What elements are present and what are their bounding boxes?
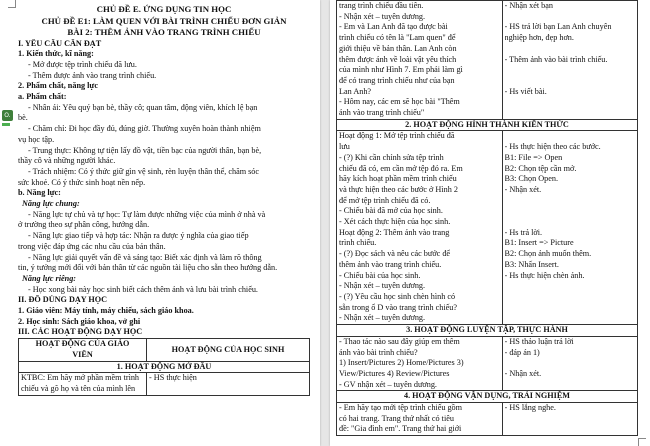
text-line: trình chiếu.: [339, 238, 377, 248]
section-row: 1. HOẠT ĐỘNG MỞ ĐẦU: [19, 361, 310, 373]
table-header-row: [19, 339, 310, 361]
student-cell: [502, 1, 637, 120]
text-line: - Thêm ảnh vào bài trình chiếu.: [504, 54, 608, 64]
section-row: [337, 391, 638, 403]
text-line: [505, 313, 635, 324]
text-line: - Hs viết bài.: [504, 86, 547, 96]
crop-mark: [8, 0, 16, 8]
addin-indicator: [2, 123, 10, 126]
text-line: Hoạt động 2: Thêm ảnh vào trang: [339, 227, 450, 237]
teacher-cell: [337, 403, 503, 436]
text-line: 1. Kiến thức, kĩ năng:: [18, 49, 94, 59]
text-line: sức khoẻ. Có ý thức sinh hoạt nền nếp.: [18, 177, 146, 187]
text-line: 1) Insert/Pictures 2) Home/Pictures 3): [339, 358, 464, 368]
text-line: thầy cô và những người khác.: [18, 156, 116, 166]
text-line: có hai trang. Trang thứ nhất có tiêu: [339, 413, 454, 423]
text-line: - (?) Đọc sách và nêu các bước để: [339, 249, 451, 259]
text-line: thêm được ảnh về loài vật yêu thích: [339, 54, 457, 64]
teacher-cell: KTBC: Em hãy mở phần mềm trình chiếu và gõ họ và tên của mình lên: [19, 373, 147, 395]
text-line: - Trách nhiệm: Có ý thức giữ gìn vệ sinh, rèn luyện thân thể, chăm sóc: [28, 166, 260, 176]
text-line: - Năng lực giao tiếp và hợp tác: Nhận ra được ý nghĩa của giao tiếp: [28, 231, 249, 241]
student-cell: [502, 403, 637, 436]
text-line: - (?) Yêu cầu học sinh chèn hình có: [339, 291, 456, 301]
text-line: [505, 76, 635, 87]
text-line: để mở tệp trình chiếu đã có.: [339, 195, 431, 205]
text-line: - Mở được tệp trình chiếu đã lưu.: [28, 59, 137, 69]
text-line: - HS thảo luận trả lời: [504, 336, 574, 346]
text-line: nghiệp hơn, đẹp hơn.: [504, 33, 574, 43]
text-line: - Hs trả lời.: [504, 227, 543, 237]
right-page: [330, 0, 650, 446]
section-row: [337, 325, 638, 337]
text-line: tin, ý tưởng mới đối với bản thân từ các nguồn tài liệu cho sẵn theo hướng dẫn.: [18, 263, 278, 273]
table-row: [19, 373, 310, 395]
topic-title: CHỦ ĐỀ E. ỨNG DỤNG TIN HỌC: [96, 4, 232, 14]
left-page-content: [18, 0, 310, 396]
text-line: - Xét cách thực hiện của học sinh.: [339, 217, 451, 227]
text-line: ở trường theo sự phân công, hướng dẫn.: [18, 220, 150, 230]
teacher-cell: [337, 336, 503, 391]
left-page: [0, 0, 320, 446]
activity-table: [18, 338, 310, 396]
text-line: - GV nhận xét – tuyên dương.: [339, 379, 437, 389]
text-line: [505, 65, 635, 76]
text-line: Năng lực chung:: [22, 199, 80, 209]
student-cell: [502, 336, 637, 391]
text-line: [505, 281, 635, 292]
text-line: chiếu đã có, em cần mở tệp đó ra. Em: [339, 163, 463, 173]
text-line: - Trung thực: Không tự tiện lấy đồ vật, tiền bạc của người thân, bạn bè,: [28, 145, 262, 155]
text-line: và thực hiện theo các bước ở Hình 2: [339, 184, 458, 194]
header-teacher: HOẠT ĐỘNG CỦA GIÁO VIÊN: [19, 339, 147, 361]
text-line: [505, 424, 635, 435]
teacher-cell: [337, 1, 503, 120]
text-line: - Nhận xét – tuyên dương.: [339, 11, 426, 21]
text-line: 1. Giáo viên: Máy tính, máy chiếu, sách giáo khoa.: [18, 306, 194, 316]
text-line: thêm ảnh vào trang trình chiếu.: [339, 259, 442, 269]
text-line: của mình như Hình 7. Em phải làm gì: [339, 65, 463, 75]
text-line: Năng lực riêng:: [22, 273, 77, 283]
text-line: - (?) Khi cần chỉnh sửa tệp trình: [339, 152, 444, 162]
text-line: [505, 292, 635, 303]
text-line: [505, 196, 635, 207]
text-line: B1: Insert => Picture: [504, 238, 574, 248]
text-line: - Thêm được ảnh vào trang trình chiếu.: [28, 70, 157, 80]
text-line: - Năng lực giải quyết vấn đề và sáng tạo: Biết xác định và làm rõ thông: [28, 252, 262, 262]
text-line: a. Phẩm chất:: [18, 92, 67, 102]
text-line: II. ĐỒ DÙNG DẠY HỌC: [18, 295, 108, 305]
lesson-body: [18, 39, 310, 339]
text-line: [505, 108, 635, 119]
teacher-cell: [337, 131, 503, 325]
text-line: - Học xong bài này học sinh biết cách thêm ảnh và lưu bài trình chiếu.: [28, 284, 258, 294]
table-row: [337, 1, 638, 120]
text-line: - Hs thực hiện theo các bước.: [504, 142, 601, 152]
text-line: [505, 303, 635, 314]
text-line: bè.: [18, 113, 28, 123]
text-line: đề: "Gia đình em". Trang thứ hai giới: [339, 424, 462, 434]
table-row: [337, 131, 638, 325]
text-line: b. Năng lực:: [18, 188, 61, 198]
text-line: - Chiếu bài của học sinh.: [339, 270, 421, 280]
text-line: [505, 206, 635, 217]
text-line: [505, 97, 635, 108]
table-row: [337, 336, 638, 391]
right-page-content: [336, 0, 638, 436]
text-line: trình chiếu có tên là "Lam quen" để: [339, 33, 456, 43]
section-row: [337, 119, 638, 131]
text-line: 2. Phẩm chất, năng lực: [18, 81, 98, 91]
section-title: 3. HOẠT ĐỘNG LUYỆN TẬP, THỰC HÀNH: [406, 325, 568, 335]
text-line: - Chăm chỉ: Đi học đầy đủ, đúng giờ. Thường xuyên hoàn thành nhiệm: [28, 124, 261, 134]
text-line: - Nhận xét.: [504, 368, 542, 378]
text-line: - Em và Lan Anh đã tạo được bài: [339, 22, 448, 32]
student-cell: - HS thực hiện: [147, 373, 310, 395]
text-line: - Hs thực hiện chèn ảnh.: [504, 270, 585, 280]
text-line: sẵn trong ổ D vào trang trình chiếu?: [339, 302, 458, 312]
text-line: - HS trả lời bạn Lan Anh chuyên: [504, 22, 612, 32]
subtopic-title: CHỦ ĐỀ E1: LÀM QUEN VỚI BÀI TRÌNH CHIẾU ĐƠN GIẢN: [41, 15, 287, 26]
text-line: - đáp án 1): [504, 347, 540, 357]
text-line: - Nhận xét – tuyên dương.: [339, 313, 426, 323]
text-line: Hoạt động 1: Mở tệp trình chiếu đã: [339, 131, 455, 141]
text-line: lưu: [339, 142, 350, 152]
table-row: [337, 403, 638, 436]
text-line: ảnh vào bài trình chiếu?: [339, 347, 418, 357]
text-line: giới thiệu về bản thân. Lan Anh còn: [339, 43, 457, 53]
activity-table-continued: [336, 0, 638, 436]
text-line: [505, 380, 635, 391]
text-line: - Nhân ái: Yêu quý bạn bè, thầy cô; quan tâm, động viên, khích lệ bạn: [28, 102, 258, 112]
text-line: B2: Chọn tệp cần mở.: [504, 163, 577, 173]
text-line: vụ học tập.: [18, 134, 55, 144]
text-line: - Em hãy tạo mới tệp trình chiếu gồm: [339, 403, 463, 413]
crop-mark: [638, 438, 646, 446]
student-cell: [502, 131, 637, 325]
text-line: - Năng lực tự chủ và tự học: Tự làm được những việc của mình ở nhà và: [28, 209, 266, 219]
text-line: [505, 131, 635, 142]
text-line: [505, 44, 635, 55]
text-line: hãy kích hoạt phần mềm trình chiếu: [339, 174, 457, 184]
lesson-title: BÀI 2: THÊM ẢNH VÀO TRANG TRÌNH CHIẾU: [67, 27, 261, 37]
text-line: [505, 217, 635, 228]
text-line: - Chiếu bài đã mở của học sinh.: [339, 206, 443, 216]
text-line: B2: Chọn ảnh muốn thêm.: [504, 249, 592, 259]
text-line: để có trang trình chiếu như của bạn: [339, 75, 455, 85]
text-line: - Nhận xét bạn: [504, 1, 553, 10]
text-line: B3: Nhấn Insert.: [504, 259, 559, 269]
text-line: [505, 358, 635, 369]
text-line: trang trình chiếu đầu tiên.: [339, 1, 424, 10]
text-line: B1: File => Open: [504, 152, 563, 162]
text-line: - Thao tác nào sau đây giúp em thêm: [339, 336, 460, 346]
text-line: III. CÁC HOẠT ĐỘNG DẠY HỌC: [18, 327, 143, 337]
text-line: - Nhận xét – tuyên dương.: [339, 281, 426, 291]
text-line: - Hôm nay, các em sẽ học bài "Thêm: [339, 97, 460, 107]
text-line: I. YÊU CẦU CẦN ĐẠT: [18, 38, 102, 48]
header-student: HOẠT ĐỘNG CỦA HỌC SINH: [147, 339, 310, 361]
text-line: Lan Anh?: [339, 86, 372, 96]
text-line: [505, 414, 635, 425]
text-line: - HS lắng nghe.: [504, 403, 556, 413]
text-line: - Nhận xét.: [504, 184, 542, 194]
text-line: 2. Học sinh: Sách giáo khoa, vở ghi: [18, 316, 141, 326]
text-line: trong việc đáp ứng các nhu cầu của bản thân.: [18, 241, 166, 251]
text-line: B3: Chọn Open.: [504, 174, 558, 184]
text-line: ảnh vào trang trình chiếu": [339, 108, 425, 118]
section-title: 2. HOẠT ĐỘNG HÌNH THÀNH KIẾN THỨC: [405, 119, 569, 129]
addin-badge-icon[interactable]: O.: [2, 110, 13, 121]
section-title: 4. HOẠT ĐỘNG VẬN DỤNG, TRẢI NGHIỆM: [403, 391, 571, 401]
text-line: View/Pictures 4) Review/Pictures: [339, 368, 450, 378]
text-line: [505, 12, 635, 23]
